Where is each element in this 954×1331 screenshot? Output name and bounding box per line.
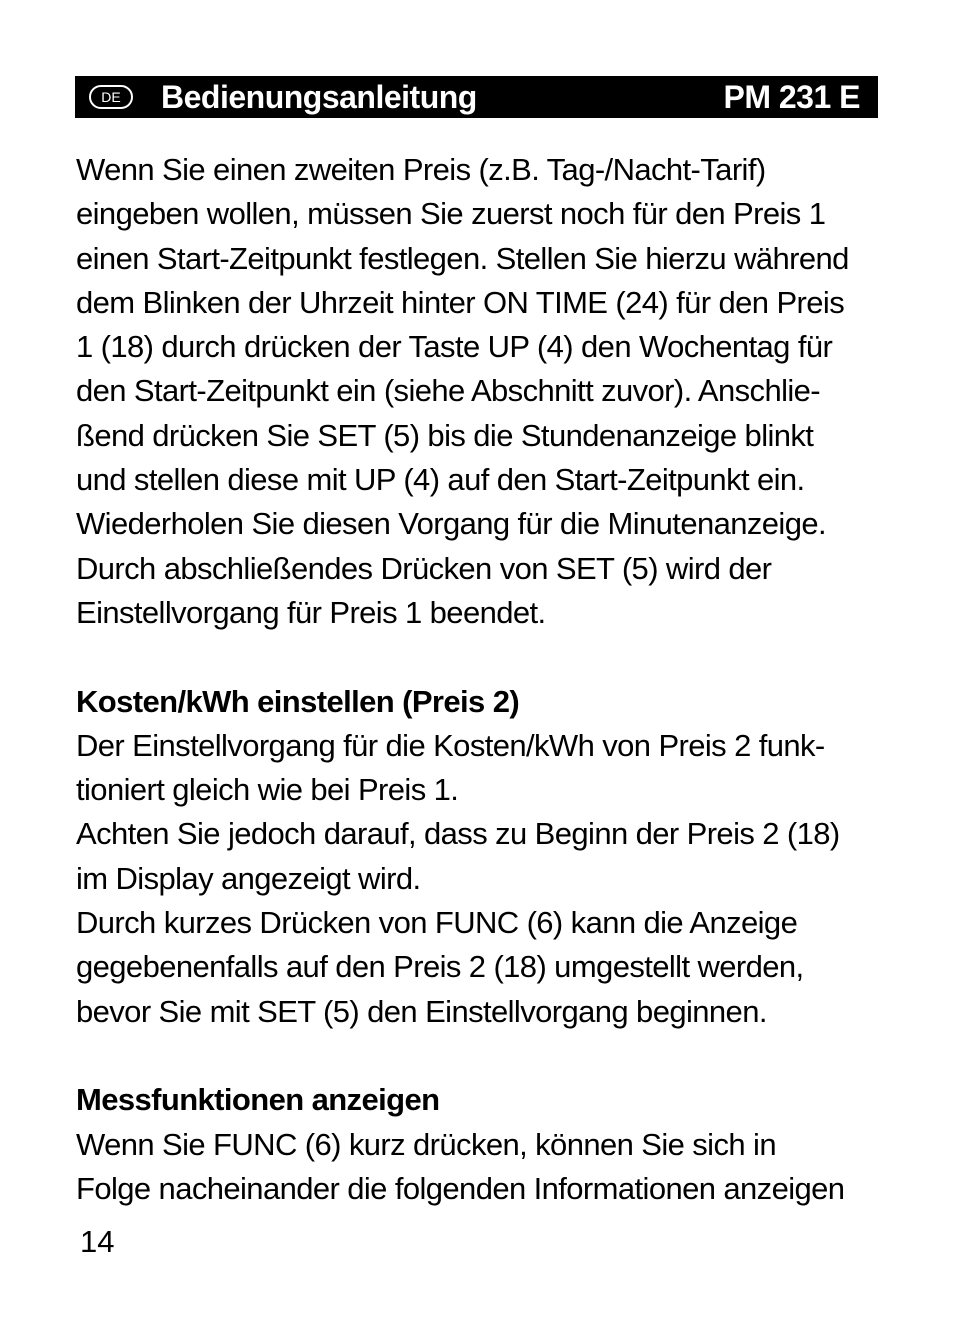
- text-line: einen Start-Zeitpunkt festlegen. Stellen Sie hierzu während: [76, 240, 849, 276]
- page-number: 14: [80, 1224, 115, 1259]
- text-line: im Display angezeigt wird.: [76, 860, 421, 896]
- text-line: und stellen diese mit UP (4) auf den Start-Zeitpunkt ein.: [76, 462, 805, 498]
- section-heading: Messfunktionen anzeigen: [76, 1082, 440, 1118]
- section-preis-2: [76, 680, 888, 1034]
- text-line: tioniert gleich wie bei Preis 1.: [76, 772, 459, 808]
- text-line: Wenn Sie einen zweiten Preis (z.B. Tag-/Nacht-Tarif): [76, 152, 766, 187]
- page-content: [76, 148, 888, 1211]
- text-line: 1 (18) durch drücken der Taste UP (4) den Wochentag für: [76, 329, 833, 365]
- section-heading: Kosten/kWh einstellen (Preis 2): [76, 683, 520, 719]
- section-messfunktionen: [76, 1078, 888, 1211]
- text-line: Achten Sie jedoch darauf, dass zu Beginn der Preis 2 (18): [76, 816, 840, 852]
- text-line: den Start-Zeitpunkt ein (siehe Abschnitt zuvor). Anschlie-: [76, 373, 821, 409]
- paragraph-gap: [76, 1034, 888, 1078]
- paragraph-gap: [76, 635, 888, 679]
- text-line: dem Blinken der Uhrzeit hinter ON TIME (24) für den Preis: [76, 284, 845, 320]
- text-line: Folge nacheinander die folgenden Informationen anzeigen: [76, 1170, 845, 1206]
- text-line: Wenn Sie FUNC (6) kurz drücken, können Sie sich in: [76, 1126, 776, 1162]
- text-line: Einstellvorgang für Preis 1 beendet.: [76, 594, 546, 630]
- language-badge: DE: [89, 85, 133, 109]
- text-line: Der Einstellvorgang für die Kosten/kWh von Preis 2 funk-: [76, 727, 825, 763]
- text-line: Durch kurzes Drücken von FUNC (6) kann die Anzeige: [76, 905, 798, 941]
- page-header: [75, 76, 878, 118]
- model-number: PM 231 E: [723, 79, 860, 115]
- manual-title: Bedienungsanleitung: [161, 79, 477, 115]
- intro-paragraph: [76, 148, 888, 635]
- text-line: Wiederholen Sie diesen Vorgang für die Minutenanzeige.: [76, 506, 827, 542]
- text-line: eingeben wollen, müssen Sie zuerst noch für den Preis 1: [76, 196, 826, 232]
- text-line: bevor Sie mit SET (5) den Einstellvorgang beginnen.: [76, 993, 767, 1029]
- text-line: ßend drücken Sie SET (5) bis die Stundenanzeige blinkt: [76, 417, 814, 453]
- text-line: Durch abschließendes Drücken von SET (5) wird der: [76, 550, 772, 586]
- text-line: gegebenenfalls auf den Preis 2 (18) umgestellt werden,: [76, 949, 804, 985]
